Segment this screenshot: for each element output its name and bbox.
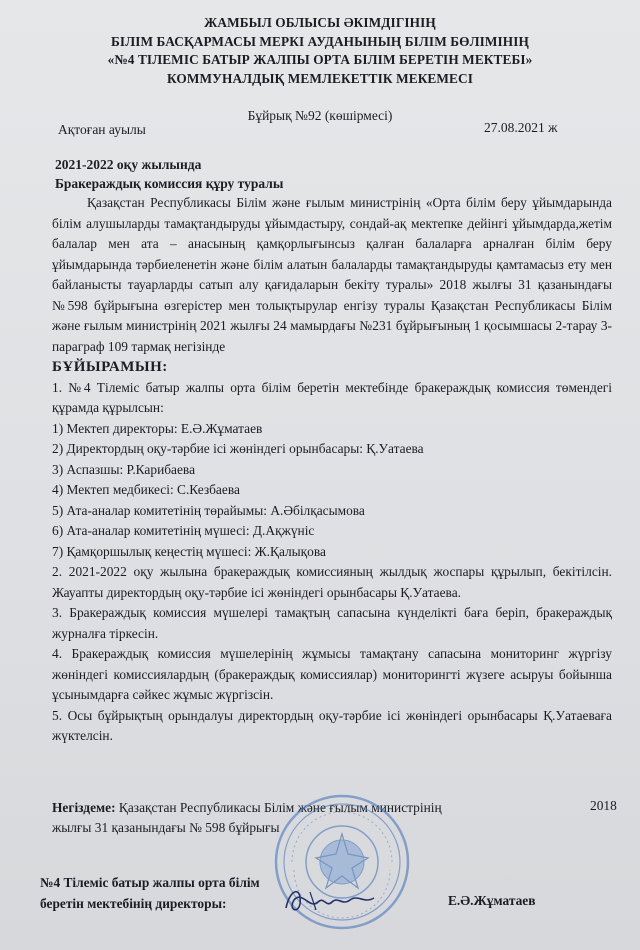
subject-line: Бракераждық комиссия құру туралы — [55, 176, 284, 191]
member-item: 5) Ата-аналар комитетінің төрайымы: А.Әбілқасымова — [52, 502, 365, 518]
member-item: 4) Мектеп медбикесі: С.Кезбаева — [52, 482, 240, 497]
order-date: 27.08.2021 ж — [484, 120, 558, 135]
member-item: 6) Ата-аналар комитетінің мүшесі: Д.Ақжүніс — [52, 523, 315, 538]
signature-scribble-icon — [280, 880, 380, 920]
preamble-paragraph: Қазақстан Республикасы Білім және ғылым министрінің «Орта білім беру ұйымдарында білім алушыларды тамақтандыруды ұйымдастыру, сондай-ақ мектепке дейінгі ұйымдарда,жетім балалар мен ата – анасының қамқорлығынсыз қалған балаларға арналған білім беру ұйымдарында тәрбиеленетін және білім алатын балаларды тамақтандыруды қамтамасыз ету мен байланысты тауарларды сатып алу қағидаларын бекіту туралы» 2018 жылғы 31 қазанындағы №598 бұйрығына өзгерістер мен толықтырулар енгізу туралы Қазақстан Республикасы Білім және ғылым министрінің 2021 жылғы 24 мамырдағы №231 бұйрығының 1 қосымшасы 2-тарау 3-параграф 109 тармақ негізінде — [52, 195, 612, 354]
order-item-4: 4. Бракераждық комиссия мүшелерінің жұмысы тамақтану сапасына мониторинг жүргізу жөніндегі комиссиялардың (бракераждық комиссиялар) мониторингті жүзеге асыруы бойынша ұсынымдарға сәйкес жұмыс жүргізсін. — [52, 646, 612, 702]
basis-line-2: жылғы 31 қазанындағы № 598 бұйрығы — [52, 820, 280, 835]
basis-text: Қазақстан Республикасы Білім және ғылым министрінің — [118, 800, 442, 815]
order-body — [52, 193, 612, 747]
order-word: БҰЙЫРАМЫН: — [52, 359, 168, 375]
order-item-1: 1. №4 Тілеміс батыр жалпы орта білім беретін мектебінде бракераждық комиссия төмендегі құрамда құрылсын: — [52, 379, 612, 415]
basis-year: 2018 — [590, 798, 617, 813]
header-line: ЖАМБЫЛ ОБЛЫСЫ ӘКІМДІГІНІҢ — [204, 15, 436, 30]
order-subject — [55, 155, 283, 193]
subject-line: 2021-2022 оқу жылында — [55, 157, 202, 172]
signatory-line: беретін мектебінің директоры: — [40, 896, 227, 911]
order-item-5: 5. Осы бұйрықтың орындалуы директордың оқу-тәрбие ісі жөніндегі орынбасары Қ.Уатаеваға жүктелсін. — [52, 707, 612, 743]
basis-label: Негіздеме: — [52, 800, 116, 815]
signatory-name: Е.Ә.Жұматаев — [448, 893, 536, 908]
order-item-2: 2. 2021-2022 оқу жылына бракераждық комиссияның жылдық жоспары құрылып, бекітілсін. Жауапты директордың оқу-тәрбие ісі жөніндегі орынбасары Қ.Уатаева. — [52, 564, 612, 600]
signatory-line: №4 Тілеміс батыр жалпы орта білім — [40, 875, 260, 890]
document-header — [0, 14, 640, 88]
header-line: «№4 ТІЛЕМІС БАТЫР ЖАЛПЫ ОРТА БІЛІМ БЕРЕТІН МЕКТЕБІ» — [107, 52, 533, 67]
order-title: Бұйрық №92 (көшірмесі) — [247, 108, 393, 123]
signatory-title — [40, 872, 260, 914]
header-line: БІЛІМ БАСҚАРМАСЫ МЕРКІ АУДАНЫНЫҢ БІЛІМ БӨЛІМІНІҢ — [111, 33, 529, 49]
member-item: 7) Қамқоршылық кеңестің мүшесі: Ж.Қалықова — [52, 543, 326, 559]
header-line: КОММУНАЛДЫҚ МЕМЛЕКЕТТІК МЕКЕМЕСІ — [167, 70, 473, 86]
member-item: 2) Директордың оқу-тәрбие ісі жөніндегі орынбасары: Қ.Уатаева — [52, 441, 424, 456]
village-name: Ақтоған ауылы — [58, 122, 146, 137]
member-item: 3) Аспазшы: Р.Карибаева — [52, 461, 196, 477]
member-item: 1) Мектеп директоры: Е.Ә.Жұматаев — [52, 420, 263, 436]
order-item-3: 3. Бракераждық комиссия мүшелері тамақтың сапасына күнделікті баға беріп, бракераждық журналға тіркесін. — [52, 605, 612, 641]
